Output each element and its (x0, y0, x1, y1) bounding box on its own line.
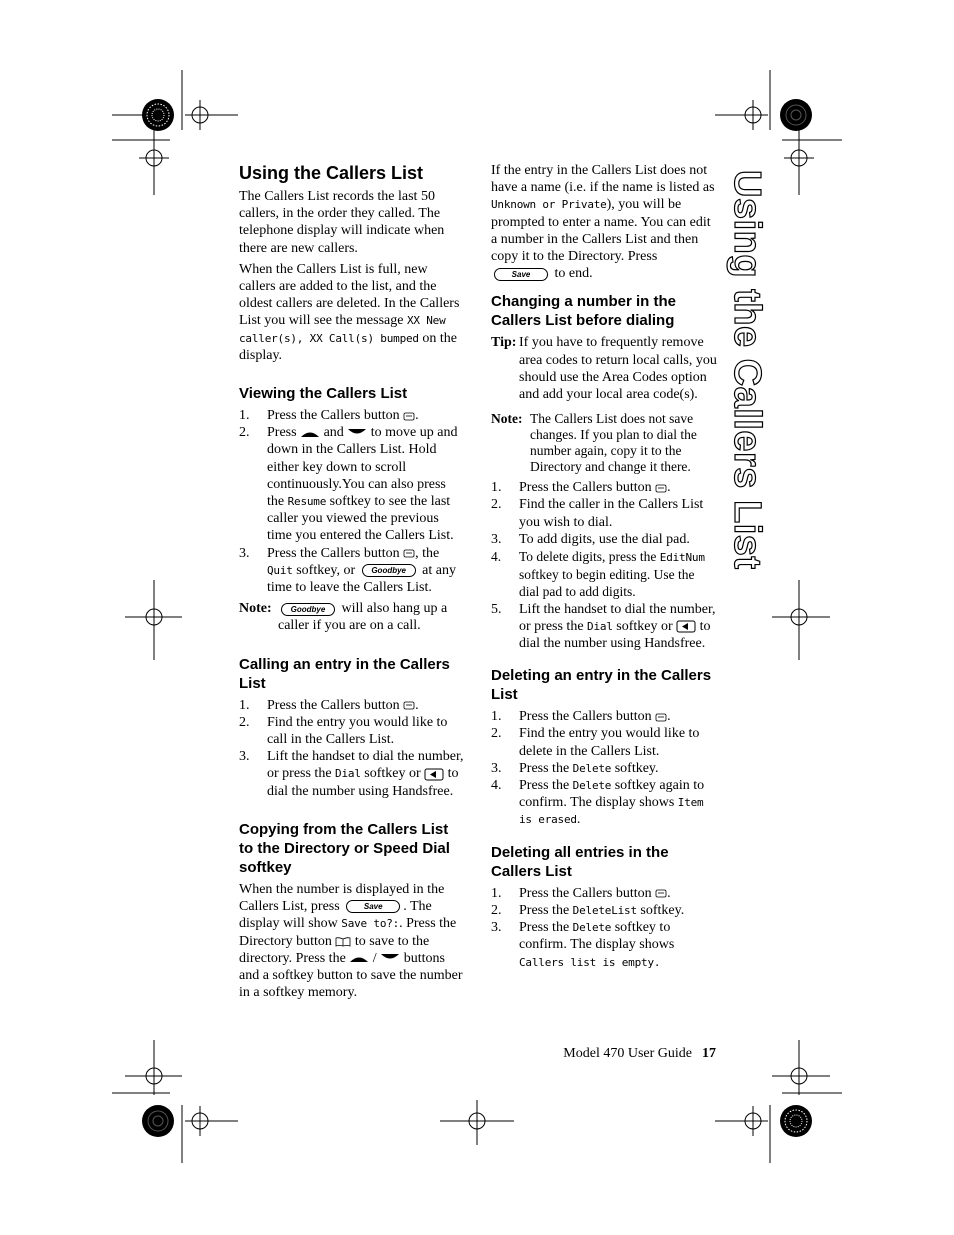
step-text: Press the (519, 778, 570, 794)
tip-block (491, 334, 717, 403)
step-text: Press the Callers button (519, 480, 652, 496)
side-title (708, 170, 788, 570)
intro-paragraph-1: The Callers List records the last 50 callers, in the order they called. The telephone display will indicate when there are new callers. (239, 189, 445, 256)
right-intro (491, 162, 717, 282)
arrow-down-icon (380, 953, 400, 963)
delete-softkey-text: Delete (572, 779, 612, 793)
dial-softkey-text: Dial (335, 767, 361, 781)
step-number: 1. (491, 480, 502, 496)
dial-softkey-text: Dial (587, 619, 613, 633)
deleting-steps (491, 708, 717, 828)
deleting-heading: Deleting an entry in the Callers List (491, 667, 712, 704)
step-text: Press the Callers button (267, 697, 400, 713)
save-softkey-icon: Save (494, 268, 548, 281)
step-number: 3. (239, 545, 250, 561)
footer-guide-name: Model 470 User Guide (563, 1046, 692, 1061)
viewing-steps (239, 407, 465, 596)
list-item (239, 748, 465, 800)
step-number: 2. (239, 714, 250, 730)
deleting-all-heading: Deleting all entries in the Callers List (491, 843, 669, 880)
list-item (491, 902, 717, 919)
step-text: softkey. (640, 902, 685, 918)
list-item (491, 725, 717, 759)
list-item (491, 496, 717, 530)
intro-paragraph-2 (239, 261, 465, 364)
step-text: Lift the handset to dial the number, or press the (519, 601, 716, 634)
deleting-all-steps (491, 885, 717, 971)
list-item (239, 424, 465, 544)
step-number: 4. (491, 549, 502, 565)
calling-heading: Calling an entry in the Callers List (239, 655, 450, 692)
callers-phone-icon (403, 700, 415, 710)
right-column (491, 162, 717, 975)
step-text: , the (415, 545, 440, 561)
quit-softkey-text: Quit (267, 563, 293, 577)
step-number: 2. (491, 902, 502, 918)
arrow-down-icon (347, 428, 367, 438)
step-text: softkey to confirm. The display shows (519, 920, 675, 953)
changing-steps (491, 479, 717, 652)
step-text: softkey again to confirm. The display shows (519, 778, 705, 811)
section-title: Using the Callers List (239, 163, 424, 183)
callers-phone-icon (655, 483, 667, 493)
save-softkey-icon: Save (346, 900, 400, 913)
step-text: To delete digits, press the (519, 549, 657, 565)
step-number: 2. (239, 425, 250, 441)
viewing-heading: Viewing the Callers List (239, 385, 408, 403)
step-text: Find the caller in the Callers List you wish to dial. (519, 497, 704, 530)
goodbye-softkey-icon: Goodbye (281, 603, 335, 616)
step-text: Find the entry you would like to delete in the Callers List. (519, 726, 700, 759)
step-number: 3. (491, 760, 502, 776)
delete-softkey-text: Delete (572, 761, 612, 775)
step-text: Press the (519, 920, 570, 936)
page-number: 17 (702, 1046, 716, 1061)
callers-phone-icon (403, 548, 415, 558)
paragraph-text: to end. (554, 266, 593, 282)
list-item: 1. Press the Callers button . (491, 480, 671, 496)
list-item (491, 531, 717, 548)
step-text: softkey or (364, 766, 421, 782)
list-item: 1. Press the Callers button . (239, 408, 419, 424)
step-number: 3. (491, 920, 502, 936)
step-number: 1. (239, 408, 250, 424)
paragraph-text: . The display will show (239, 899, 432, 932)
step-number: 1. (491, 709, 502, 725)
delete-softkey-text: Delete (572, 921, 612, 935)
step-text: softkey to begin editing. Use the dial pad to add digits. (519, 567, 695, 600)
changing-heading: Changing a number in the Callers List before dialing (491, 293, 677, 330)
left-column (239, 162, 465, 1005)
step-text: Find the entry you would like to call in the Callers List. (267, 714, 448, 748)
intro-text: When the Callers List is full, new callers are added to the list, and the oldest callers are deleted. In the Callers List you will see the message (239, 261, 460, 329)
note-text: will also hang up a caller if you are on a call. (278, 601, 448, 634)
slash: / (372, 950, 377, 966)
paragraph-text: If the entry in the Callers List does not have a name (i.e. if the name is listed as (491, 163, 715, 196)
tip-label: Tip: (491, 335, 517, 351)
step-text: Press the Callers button (519, 709, 652, 725)
step-text: at any time to leave the Callers List. (267, 562, 456, 596)
list-item (239, 714, 465, 748)
step-text: Press the Callers button (267, 408, 400, 424)
list-item (239, 545, 465, 597)
step-number: 3. (491, 531, 502, 547)
deletelist-softkey-text: DeleteList (572, 903, 637, 917)
step-text: To add digits, use the dial pad. (519, 531, 690, 547)
callers-phone-icon (655, 888, 667, 898)
editnum-softkey-text: EditNum (659, 551, 705, 565)
note-label: Note: (239, 601, 272, 617)
step-text: to dial the number using Handsfree. (267, 766, 459, 799)
step-text: Lift the handset to dial the number, or press the (267, 749, 464, 782)
step-number: 1. (239, 697, 250, 713)
step-text: Press the Callers button (267, 545, 400, 561)
step-text: Press the (519, 760, 570, 776)
goodbye-softkey-icon: Goodbye (362, 564, 416, 577)
step-text: softkey, or (296, 562, 356, 578)
display-message: Unknown or Private (491, 198, 607, 212)
step-text: Press (267, 425, 297, 441)
list-item (491, 919, 717, 971)
side-title-text: Using the Callers List (726, 170, 768, 570)
step-text: Press the Callers button (519, 885, 652, 901)
paragraph-text: to save to the directory. Press the (239, 933, 430, 966)
handsfree-speaker-icon (424, 768, 444, 781)
handsfree-speaker-icon (676, 620, 696, 633)
note-label: Note: (491, 411, 523, 427)
arrow-up-icon (349, 953, 369, 963)
paragraph-text: buttons and a softkey button to save the number in a softkey memory. (239, 950, 463, 1001)
step-text: . (576, 812, 581, 828)
list-item: 1. Press the Callers button . (491, 885, 671, 901)
paragraph-text: When the number is displayed in the Callers List, press (239, 881, 445, 915)
viewing-note (239, 600, 465, 634)
step-text: softkey to see the last caller you viewed the previous time you entered the Callers List. (267, 494, 454, 544)
copying-heading: Copying from the Callers List to the Directory or Speed Dial softkey (239, 820, 450, 876)
step-number: 1. (491, 885, 502, 901)
note-text: The Callers List does not save changes. If you plan to dial the number again, copy it to the Directory and change it there. (530, 411, 697, 475)
directory-book-icon (335, 936, 351, 947)
calling-steps (239, 697, 465, 800)
resume-softkey-text: Resume (287, 495, 327, 509)
callers-phone-icon (655, 712, 667, 722)
list-item (491, 548, 717, 601)
intro-text-end: on the display. (239, 330, 457, 363)
tip-text: If you have to frequently remove area codes to return local calls, you should use the Area Codes option and add your local area code(s). (519, 335, 717, 403)
paragraph-text: ), you will be prompted to enter a name. You can edit a number in the Callers List and then copy it to the Directory. Press (491, 197, 711, 265)
callers-phone-icon (403, 411, 415, 421)
list-item (491, 601, 717, 653)
display-message: XX New caller(s), XX Call(s) bumped (239, 314, 446, 345)
list-item (491, 760, 717, 777)
step-number: 2. (491, 497, 502, 513)
list-item: 1. Press the Callers button . (491, 709, 671, 725)
list-item: 1. Press the Callers button . (239, 697, 419, 713)
step-text: softkey. (614, 760, 659, 776)
step-text: and (323, 425, 344, 441)
list-item (491, 777, 717, 829)
copying-paragraph (239, 881, 465, 1001)
step-text: to move up and down in the Callers List. Hold either key down to scroll continuously.You can also press the (267, 425, 458, 510)
display-message: Item is erased (519, 796, 704, 827)
step-number: 5. (491, 601, 502, 617)
page-footer (520, 1046, 716, 1062)
step-text: softkey or (616, 618, 673, 634)
display-message: Save to?: (341, 917, 400, 931)
note-block (491, 411, 717, 475)
arrow-up-icon (300, 428, 320, 438)
step-number: 4. (491, 778, 502, 794)
step-text: to dial the number using Handsfree. (519, 618, 711, 652)
paragraph-text: . Press the Directory button (239, 916, 457, 949)
step-number: 2. (491, 726, 502, 742)
display-message: Callers list is empty. (519, 955, 661, 969)
step-number: 3. (239, 749, 250, 765)
step-text: Press the (519, 902, 570, 918)
